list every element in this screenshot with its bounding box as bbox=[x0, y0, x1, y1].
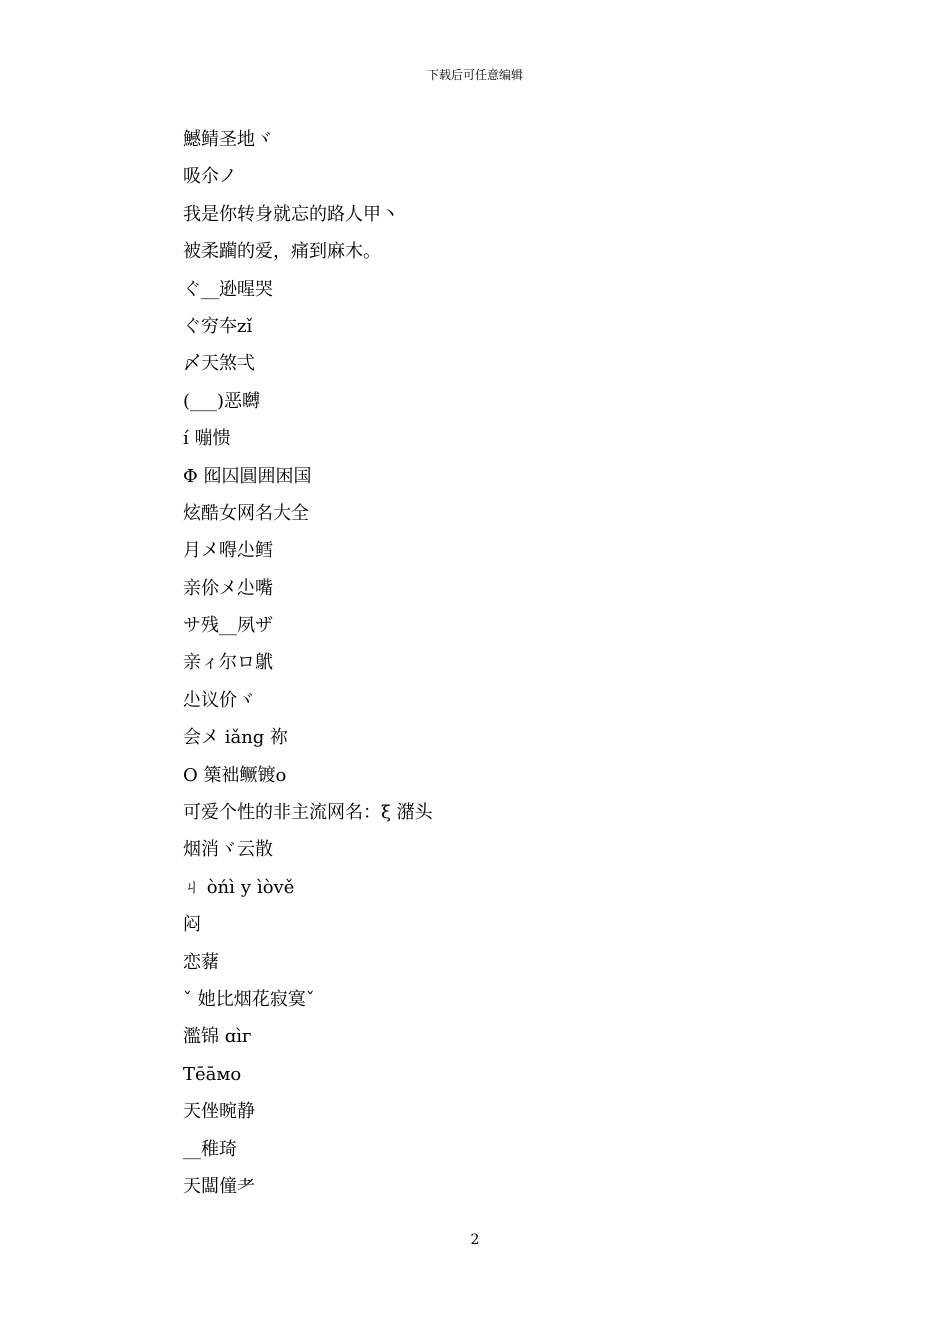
text-line: __稚琦 bbox=[183, 1138, 237, 1160]
text-line: 天侳晼静 bbox=[183, 1101, 255, 1123]
text-line: サ残__夙ザ bbox=[183, 615, 273, 637]
document-body bbox=[183, 121, 823, 1205]
text-line: ぐ__逊暒哭 bbox=[183, 278, 273, 300]
text-line: Φ 囮囚圓囲困国 bbox=[183, 465, 312, 487]
text-line: 被柔躏的爱，痛到麻木。 bbox=[183, 241, 381, 263]
text-line: ぐ穷夲zǐ bbox=[183, 315, 253, 337]
text-line: 尐议价ヾ bbox=[183, 689, 255, 711]
text-line: 恋藸 bbox=[183, 951, 219, 973]
text-line: 烟消ヾ云散 bbox=[183, 839, 273, 861]
text-line: í 嘣愦 bbox=[183, 428, 231, 450]
text-line: 鱤鲭圣地ヾ bbox=[183, 129, 273, 150]
text-line: 闷 bbox=[183, 914, 201, 936]
text-line: 濫锦 ɑìг bbox=[183, 1026, 252, 1048]
section-heading: 可爱个性的非主流网名：ξ 潴头 bbox=[183, 802, 433, 824]
page-header: 下载后可任意编辑 bbox=[426, 68, 523, 82]
text-line: 月メ嘚尐鳕 bbox=[183, 540, 273, 562]
text-line: ㄐ òńì у ìòvě bbox=[183, 876, 295, 898]
text-line: (___)恶嚩 bbox=[183, 390, 261, 412]
text-line: 〆天煞弌 bbox=[183, 353, 255, 375]
text-line: О 篥袦鳜镀ο bbox=[183, 764, 287, 786]
text-line: 吸尒ノ bbox=[183, 166, 237, 188]
text-line: 天闆僮耂 bbox=[183, 1175, 255, 1197]
text-line: 我是你转身就忘的路人甲丶 bbox=[183, 203, 399, 225]
text-line: 亲ィ尔ロ鴏 bbox=[183, 652, 273, 674]
section-heading: 炫酷女网名大全 bbox=[183, 502, 309, 524]
text-line: 会メ iǎng 祢 bbox=[183, 727, 289, 749]
text-line: Tēāмо bbox=[183, 1063, 242, 1085]
text-line: 亲伱メ尐嘴 bbox=[183, 577, 273, 599]
page-number: 2 bbox=[470, 1232, 480, 1248]
text-line: ˇ 她比烟花寂寞ˇ bbox=[183, 988, 315, 1010]
